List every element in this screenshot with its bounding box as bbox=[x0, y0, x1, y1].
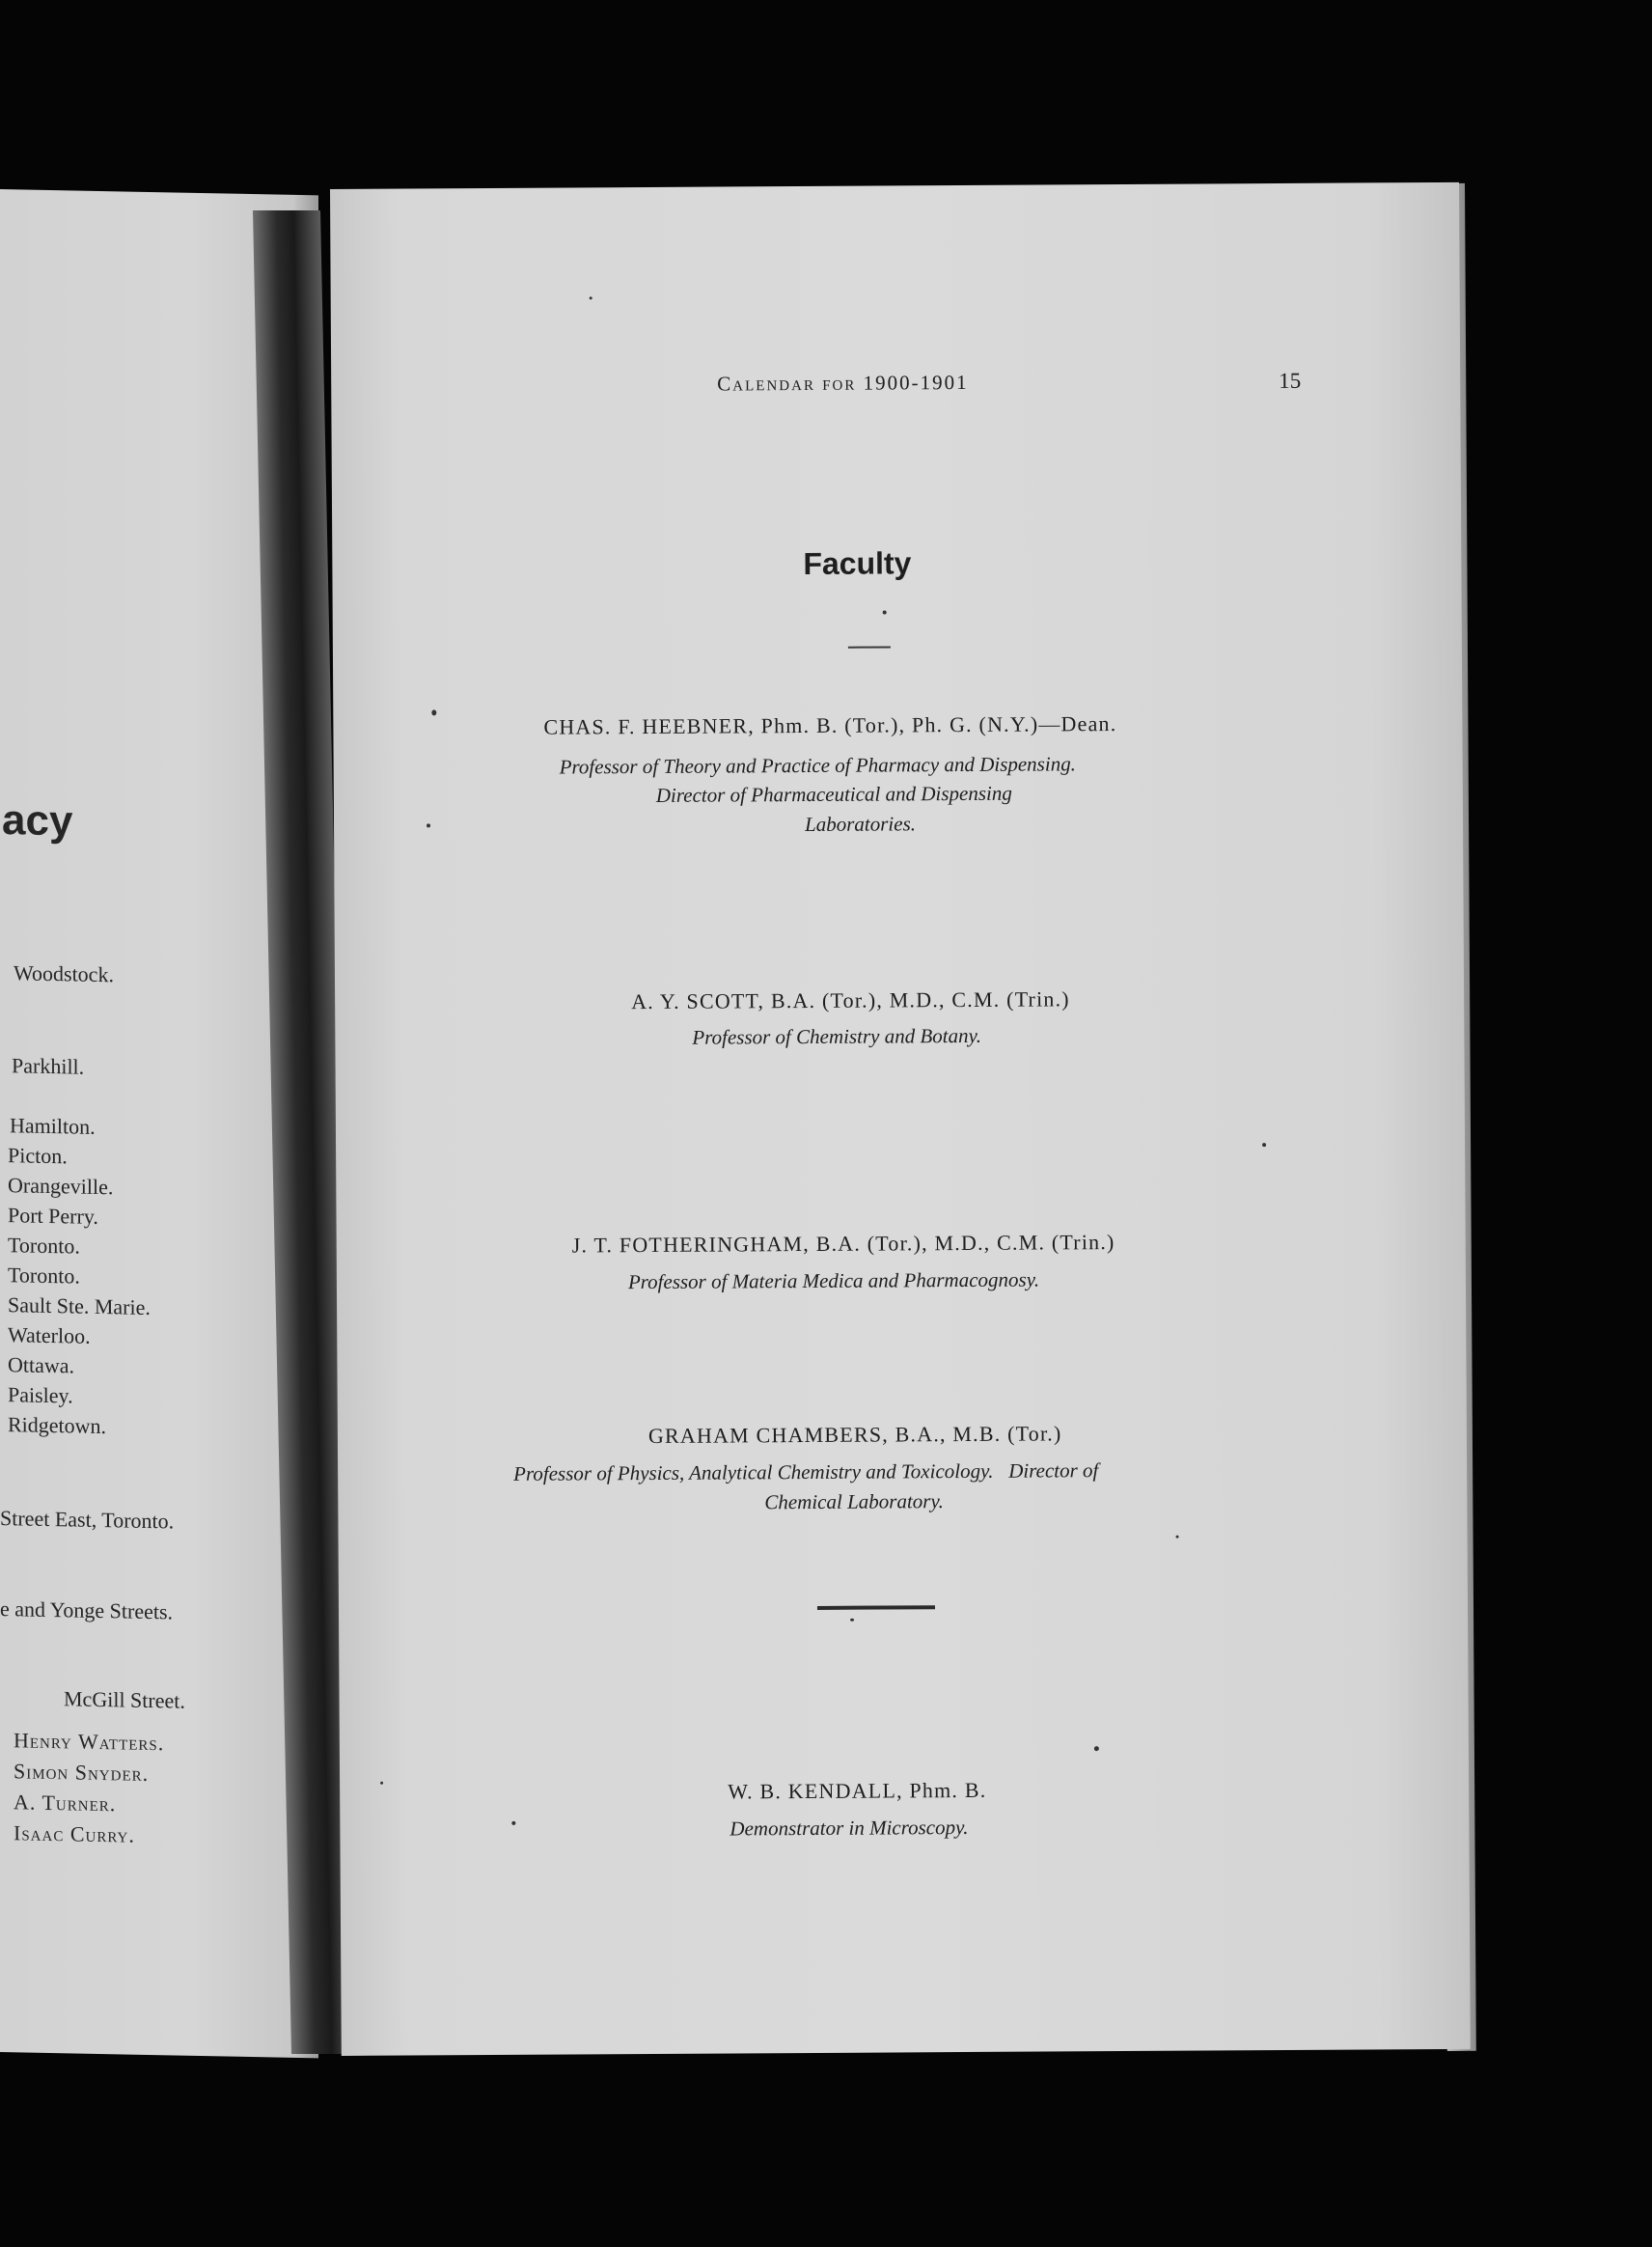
place-entry: Parkhill. bbox=[12, 1053, 85, 1079]
faculty-name: GRAHAM CHAMBERS, B.A., M.B. (Tor.) bbox=[647, 1421, 1062, 1449]
place-entry: Toronto. bbox=[8, 1233, 80, 1259]
place-entry: Orangeville. bbox=[8, 1173, 114, 1200]
place-entry: Paisley. bbox=[8, 1382, 73, 1408]
section-title: Faculty bbox=[803, 545, 912, 582]
place-entry: Hamilton. bbox=[10, 1113, 96, 1139]
scan-speck bbox=[380, 1782, 383, 1785]
scan-speck bbox=[427, 823, 430, 827]
demonstrator-name: W. B. KENDALL, Phm. B. bbox=[728, 1777, 987, 1804]
scan-speck bbox=[850, 1619, 854, 1622]
faculty-title: Professor of Theory and Practice of Pharmacy and Dispensing. bbox=[559, 752, 1076, 779]
person-entry: Isaac Curry. bbox=[14, 1820, 135, 1847]
scan-speck bbox=[431, 709, 436, 715]
faculty-title: Director of Pharmaceutical and Dispensing bbox=[655, 781, 1012, 807]
place-entry: Sault Ste. Marie. bbox=[8, 1292, 151, 1319]
place-entry: Waterloo. bbox=[8, 1322, 91, 1348]
scan-speck bbox=[1262, 1143, 1266, 1147]
running-head: Calendar for 1900-1901 bbox=[717, 370, 969, 396]
section-divider-rule bbox=[817, 1605, 935, 1610]
scan-speck bbox=[1094, 1746, 1099, 1751]
faculty-title: Professor of Chemistry and Botany. bbox=[692, 1023, 982, 1049]
place-entry: Picton. bbox=[8, 1143, 68, 1169]
place-entry: Woodstock. bbox=[14, 960, 114, 987]
person-entry: Henry Watters. bbox=[14, 1728, 165, 1756]
faculty-title: Professor of Physics, Analytical Chemistry and Toxicology. Director of bbox=[513, 1458, 1099, 1485]
place-entry: Ottawa. bbox=[8, 1352, 75, 1378]
page-number: 15 bbox=[1279, 368, 1302, 393]
title-rule bbox=[848, 646, 891, 648]
scan-speck bbox=[883, 610, 887, 614]
address-entry: e and Yonge Streets. bbox=[0, 1596, 174, 1624]
faculty-name: CHAS. F. HEEBNER, Phm. B. (Tor.), Ph. G. (N.Y.)—Dean. bbox=[543, 711, 1117, 739]
faculty-title: Chemical Laboratory. bbox=[764, 1489, 944, 1514]
left-heading-fragment: acy bbox=[2, 796, 73, 846]
place-entry: Toronto. bbox=[8, 1262, 80, 1289]
faculty-name: J. T. FOTHERINGHAM, B.A. (Tor.), M.D., C.M. (Trin.) bbox=[571, 1230, 1115, 1258]
person-entry: Simon Snyder. bbox=[14, 1759, 150, 1786]
address-entry: Street East, Toronto. bbox=[0, 1506, 175, 1534]
faculty-name: A. Y. SCOTT, B.A. (Tor.), M.D., C.M. (Trin.) bbox=[631, 986, 1070, 1014]
place-entry: Port Perry. bbox=[8, 1203, 98, 1229]
address-entry: McGill Street. bbox=[64, 1686, 185, 1713]
faculty-title: Laboratories. bbox=[804, 812, 917, 837]
scan-speck bbox=[1176, 1536, 1179, 1539]
person-entry: A. Turner. bbox=[14, 1789, 117, 1817]
scan-speck bbox=[511, 1821, 515, 1825]
place-entry: Ridgetown. bbox=[8, 1412, 107, 1439]
right-page bbox=[330, 182, 1471, 2056]
faculty-title: Professor of Materia Medica and Pharmacognosy. bbox=[627, 1267, 1040, 1294]
demonstrator-title: Demonstrator in Microscopy. bbox=[730, 1815, 969, 1841]
scan-speck bbox=[590, 296, 592, 299]
